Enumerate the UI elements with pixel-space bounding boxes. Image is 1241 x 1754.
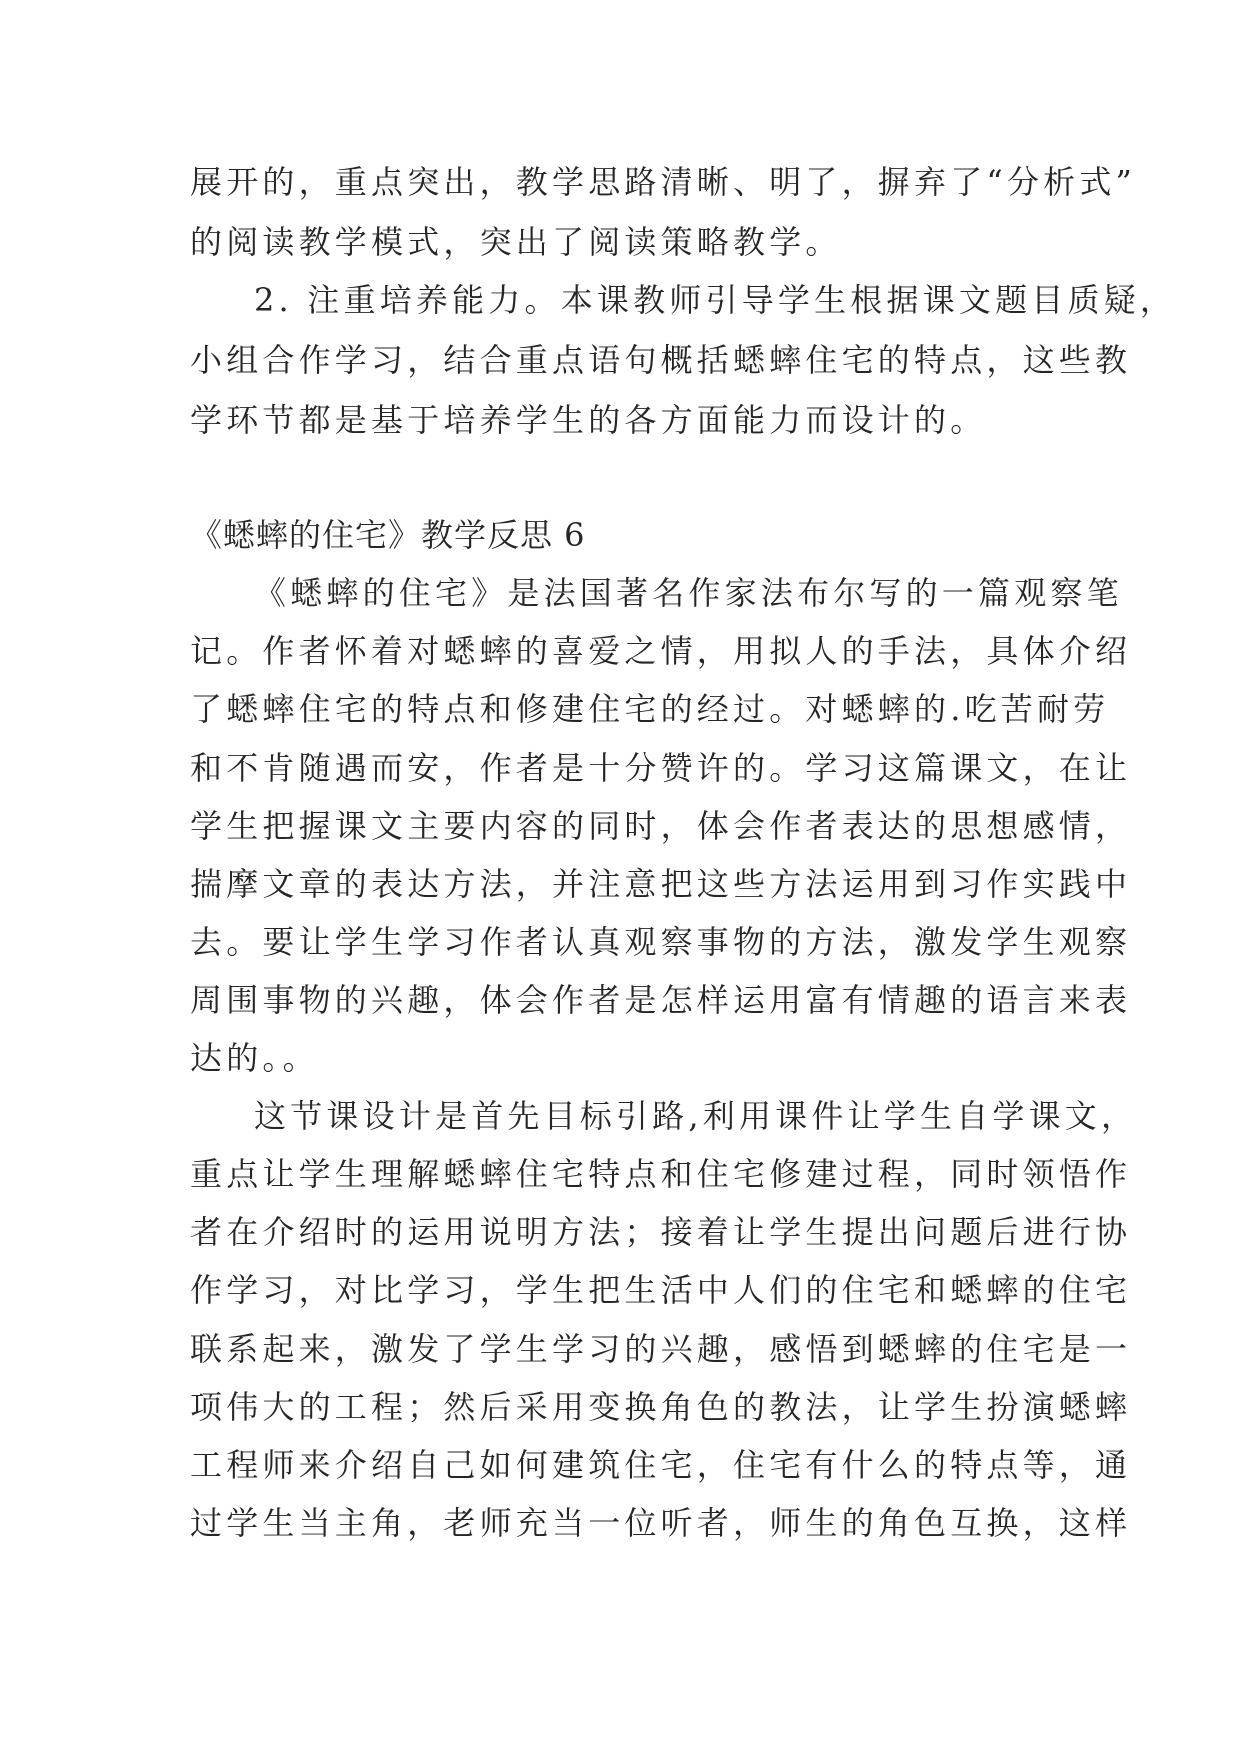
text-line: 这节课设计是首先目标引路,利用课件让学生自学课文， <box>254 1097 1138 1135</box>
text-line: 者在介绍时的运用说明方法；接着让学生提出问题后进行协 <box>190 1213 1132 1251</box>
text-line: 揣摩文章的表达方法，并注意把这些方法运用到习作实践中 <box>190 865 1132 903</box>
section-title: 《蟋蟀的住宅》教学反思 6 <box>190 516 586 554</box>
text-line: 《蟋蟀的住宅》是法国著名作家法布尔写的一篇观察笔 <box>254 574 1123 612</box>
text-line: 周围事物的兴趣，体会作者是怎样运用富有情趣的语言来表 <box>190 981 1132 1019</box>
text-line: 的阅读教学模式，突出了阅读策略教学。 <box>190 223 842 261</box>
text-line: 和不肯随遇而安，作者是十分赞许的。学习这篇课文，在让 <box>190 749 1132 787</box>
text-line: 过学生当主角，老师充当一位听者，师生的角色互换，这样 <box>190 1504 1132 1542</box>
text-line: 2. 注重培养能力。本课教师引导学生根据课文题目质疑， <box>254 281 1177 319</box>
text-line: 展开的，重点突出，教学思路清晰、明了，摒弃了“分析式” <box>190 163 1137 201</box>
text-line: 联系起来，激发了学生学习的兴趣，感悟到蟋蟀的住宅是一 <box>190 1330 1132 1368</box>
text-line: 项伟大的工程；然后采用变换角色的教法，让学生扮演蟋蟀 <box>190 1388 1132 1426</box>
text-line: 去。要让学生学习作者认真观察事物的方法，激发学生观察 <box>190 923 1132 961</box>
text-line: 记。作者怀着对蟋蟀的喜爱之情，用拟人的手法，具体介绍 <box>190 632 1132 670</box>
text-line: 学生把握课文主要内容的同时，体会作者表达的思想感情， <box>190 807 1132 845</box>
text-line: 重点让学生理解蟋蟀住宅特点和住宅修建过程，同时领悟作 <box>190 1155 1132 1193</box>
text-line: 达的。。 <box>190 1039 319 1077</box>
text-line: 作学习，对比学习，学生把生活中人们的住宅和蟋蟀的住宅 <box>190 1271 1132 1309</box>
text-line: 工程师来介绍自己如何建筑住宅，住宅有什么的特点等，通 <box>190 1446 1132 1484</box>
text-line: 学环节都是基于培养学生的各方面能力而设计的。 <box>190 401 987 439</box>
text-line: 了蟋蟀住宅的特点和修建住宅的经过。对蟋蟀的.吃苦耐劳 <box>190 690 1110 728</box>
text-line: 小组合作学习，结合重点语句概括蟋蟀住宅的特点，这些教 <box>190 341 1132 379</box>
